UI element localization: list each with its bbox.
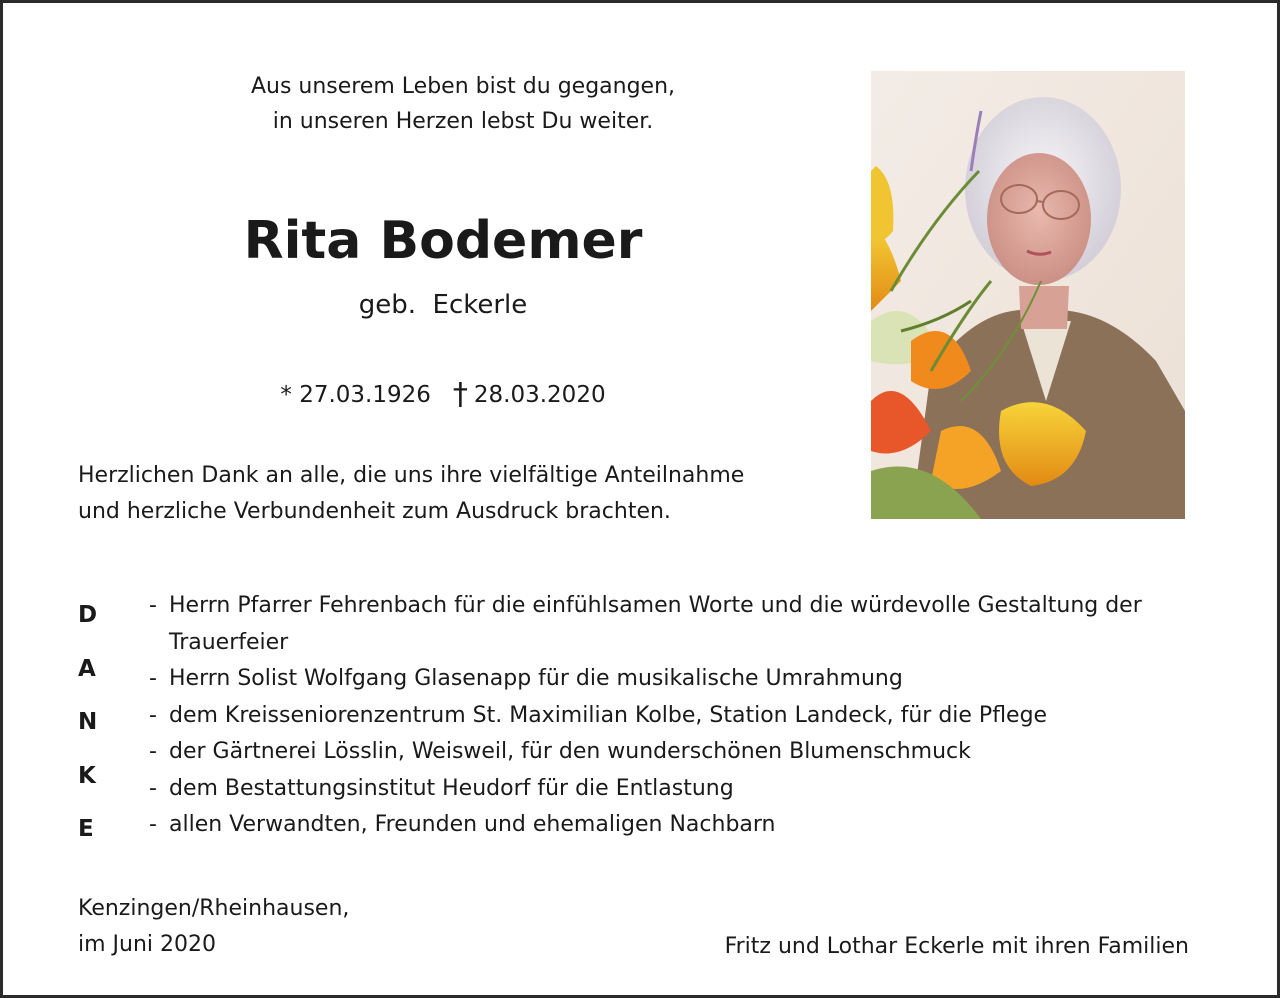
portrait-photo	[871, 71, 1185, 519]
list-item	[143, 771, 1223, 808]
list-item-text: Herrn Pfarrer Fehrenbach für die einfühlsamen Worte und die würdevolle Gestaltung der Trauerfeier	[169, 593, 1142, 655]
list-item-text: allen Verwandten, Freunden und ehemaligen Nachbarn	[169, 812, 776, 837]
dash-bullet: -	[149, 739, 157, 764]
thanks-line-2: und herzliche Verbundenheit zum Ausdruck brachten.	[78, 499, 671, 524]
dash-bullet: -	[149, 775, 157, 801]
death-date: 28.03.2020	[473, 382, 606, 408]
cross-icon: †	[452, 377, 468, 412]
danke-letter: A	[78, 655, 96, 682]
dash-bullet: -	[149, 812, 157, 837]
list-item-text: Herrn Solist Wolfgang Glasenapp für die musikalische Umrahmung	[169, 666, 903, 691]
dash-bullet: -	[149, 702, 157, 728]
list-item	[143, 734, 1223, 771]
date-line: im Juni 2020	[78, 932, 217, 957]
list-item-text: dem Bestattungsinstitut Heudorf für die Entlastung	[169, 775, 734, 801]
birth-name: geb. Eckerle	[358, 290, 528, 320]
quote-line-1: Aus unserem Leben bist du gegangen,	[250, 74, 676, 99]
dash-bullet: -	[149, 666, 157, 691]
birth-date: * 27.03.1926	[280, 382, 431, 408]
family-signature: Fritz und Lothar Eckerle mit ihren Familien	[724, 934, 1189, 959]
danke-letter: N	[78, 709, 98, 735]
dash-bullet: -	[149, 593, 157, 618]
list-item-text: der Gärtnerei Lösslin, Weisweil, für den wunderschönen Blumenschmuck	[169, 739, 971, 764]
thanks-list	[143, 588, 1223, 844]
thanks-line-1: Herzlichen Dank an alle, die uns ihre vielfältige Anteilnahme	[78, 463, 745, 488]
quote-line-2: in unseren Herzen lebst Du weiter.	[272, 109, 654, 134]
life-dates	[143, 377, 743, 413]
deceased-name: Rita Bodemer	[243, 211, 643, 271]
list-item-text: dem Kreisseniorenzentrum St. Maximilian Kolbe, Station Landeck, für die Pflege	[169, 702, 1048, 728]
danke-letter: K	[78, 762, 96, 789]
list-item	[143, 807, 1223, 844]
place-line: Kenzingen/Rheinhausen,	[78, 896, 350, 921]
danke-vertical	[78, 589, 108, 857]
memorial-quote	[163, 69, 763, 139]
thanks-text	[78, 458, 838, 530]
list-item	[143, 588, 1223, 661]
danke-letter: E	[78, 816, 94, 842]
list-item	[143, 661, 1223, 698]
list-item	[143, 698, 1223, 735]
danke-letter: D	[78, 602, 98, 628]
place-date	[78, 891, 349, 963]
